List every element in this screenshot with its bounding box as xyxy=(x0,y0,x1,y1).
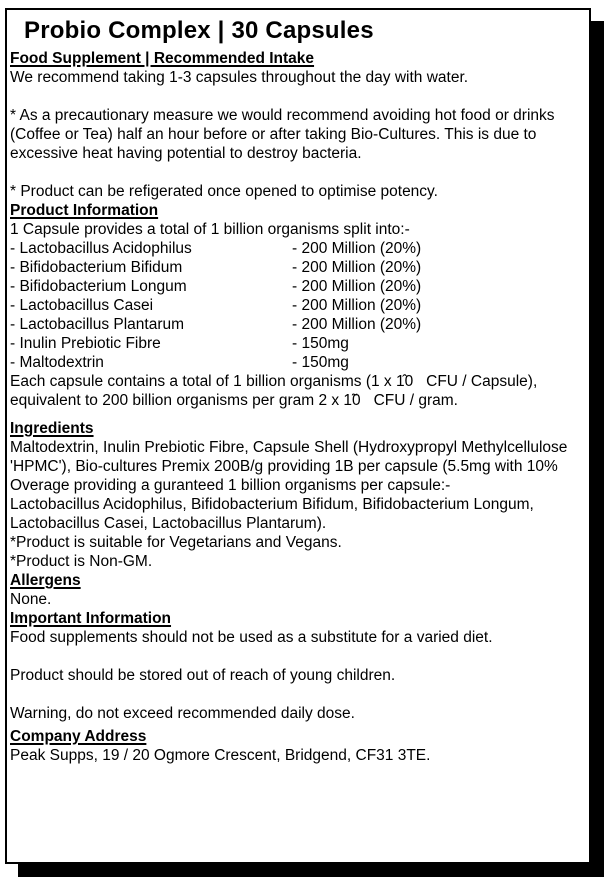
organism-name: - Lactobacillus Plantarum xyxy=(10,316,185,333)
intake-text-line: * Product can be refigerated once opened to optimise potency. xyxy=(10,183,438,200)
important-info-text-line: Food supplements should not be used as a substitute for a varied diet. xyxy=(10,629,493,646)
organism-name: - Lactobacillus Acidophilus xyxy=(10,240,192,257)
page-title: Probio Complex | 30 Capsules xyxy=(24,17,374,44)
blank-line xyxy=(10,685,587,704)
company-address-text-line: Peak Supps, 19 / 20 Ogmore Crescent, Bridgend, CF31 3TE. xyxy=(10,747,431,764)
product-info-intro-line: 1 Capsule provides a total of 1 billion organisms split into:- xyxy=(10,221,410,238)
blank-line xyxy=(10,163,587,182)
blank-line xyxy=(10,647,587,666)
important-info-text-line: Warning, do not exceed recommended daily dose. xyxy=(10,705,355,722)
intake-text-line: excessive heat having potential to destroy bacteria. xyxy=(10,145,362,162)
organism-row xyxy=(10,296,587,315)
ingredients-text-line: *Product is Non-GM. xyxy=(10,553,153,570)
organism-row xyxy=(10,277,587,296)
organism-name: - Maltodextrin xyxy=(10,354,104,371)
ingredients-text-line: *Product is suitable for Vegetarians and Vegans. xyxy=(10,534,342,551)
blank-line xyxy=(10,87,587,106)
intake-text-line: (Coffee or Tea) half an hour before or after taking Bio-Cultures. This is due to xyxy=(10,126,537,143)
organism-name: - Bifidobacterium Bifidum xyxy=(10,259,183,276)
ingredients-text-line: 'HPMC'), Bio-cultures Premix 200B/g providing 1B per capsule (5.5mg with 10% xyxy=(10,458,558,475)
intake-text-line: We recommend taking 1-3 capsules throughout the day with water. xyxy=(10,69,469,86)
organism-amount: - 200 Million (20%) xyxy=(292,316,422,333)
product-label-page xyxy=(5,8,591,864)
ingredients-text-line: Maltodextrin, Inulin Prebiotic Fibre, Capsule Shell (Hydroxypropyl Methylcellulose xyxy=(10,439,568,456)
organism-name: - Inulin Prebiotic Fibre xyxy=(10,335,161,352)
cfu-text-line: equivalent to 200 billion organisms per gram 2 x 1̃0 CFU / gram. xyxy=(10,392,458,409)
ingredients-text-line: Lactobacillus Casei, Lactobacillus Plantarum). xyxy=(10,515,327,532)
organism-row xyxy=(10,258,587,277)
organism-amount: - 150mg xyxy=(292,335,349,352)
organism-row xyxy=(10,334,587,353)
allergens-text-line: None. xyxy=(10,591,52,608)
heading-important-information: Important Information xyxy=(10,610,172,627)
heading-product-information: Product Information xyxy=(10,202,159,219)
organism-name: - Bifidobacterium Longum xyxy=(10,278,187,295)
organism-row xyxy=(10,353,587,372)
heading-allergens: Allergens xyxy=(10,572,81,589)
heading-food-supplement-recommended-intake: Food Supplement | Recommended Intake xyxy=(10,50,315,67)
organism-amount: - 200 Million (20%) xyxy=(292,240,422,257)
ingredients-text-line: Lactobacillus Acidophilus, Bifidobacterium Bifidum, Bifidobacterium Longum, xyxy=(10,496,534,513)
heading-ingredients: Ingredients xyxy=(10,420,94,437)
important-info-text-line: Product should be stored out of reach of young children. xyxy=(10,667,396,684)
organism-amount: - 200 Million (20%) xyxy=(292,259,422,276)
ingredients-text-line: Overage providing a guranteed 1 billion organisms per capsule:- xyxy=(10,477,451,494)
organism-amount: - 150mg xyxy=(292,354,349,371)
cfu-text-line: Each capsule contains a total of 1 billion organisms (1 x 1̂0 CFU / Capsule), xyxy=(10,373,538,390)
heading-company-address: Company Address xyxy=(10,728,147,745)
intake-text-line: * As a precautionary measure we would recommend avoiding hot food or drinks xyxy=(10,107,555,124)
organism-row xyxy=(10,315,587,334)
organism-name: - Lactobacillus Casei xyxy=(10,297,154,314)
organism-row xyxy=(10,239,587,258)
organism-amount: - 200 Million (20%) xyxy=(292,297,422,314)
organism-amount: - 200 Million (20%) xyxy=(292,278,422,295)
